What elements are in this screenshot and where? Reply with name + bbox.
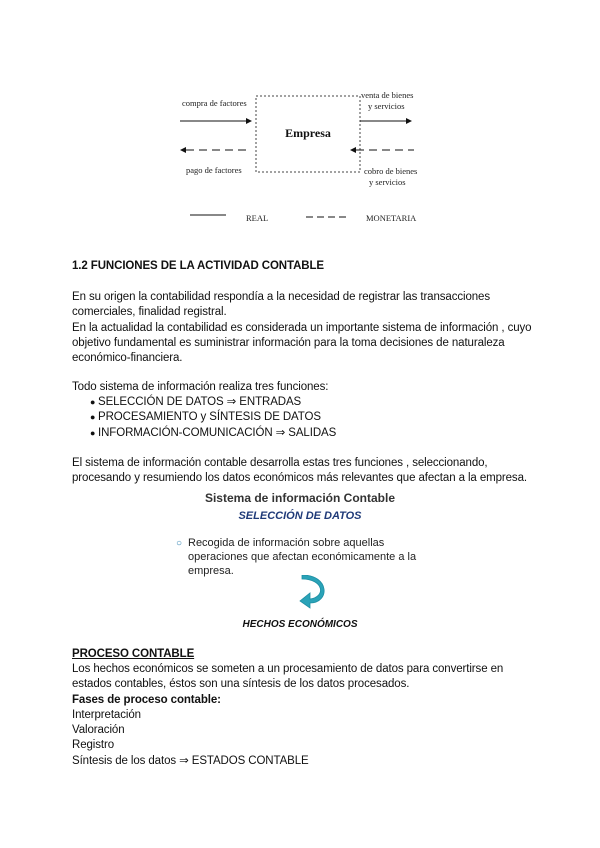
paragraph-funciones: Todo sistema de información realiza tres funciones: [72,381,329,393]
functions-list [72,395,542,441]
paragraph-sistema [72,456,552,487]
text-line: Los hechos económicos se someten a un procesamiento de datos para convertirse en [72,663,504,675]
venta-label-1: venta de bienes [361,90,414,100]
text-line: operaciones que afectan económicamente a la [188,551,417,563]
text-line: procesando y resumiendo los datos económicos más relevantes que afectan a la empresa. [72,472,527,485]
proceso-paragraph [72,662,552,769]
figure-title: Sistema de información Contable [204,491,396,505]
fases-heading: Fases de proceso contable: [72,693,221,706]
curved-arrow-icon [296,575,328,609]
paragraph-origen [72,290,542,366]
flow-diagram [170,88,430,228]
legend-real-label: REAL [246,213,269,223]
text-line: Recogida de información sobre aquellas [188,537,385,549]
compra-label: compra de factores [182,98,247,108]
text-line: estados contables, éstos son una síntesis de los datos procesados. [72,678,410,691]
text-line: empresa. [188,565,234,577]
legend-monetaria-label: MONETARIA [366,213,417,223]
list-item: ● SELECCIÓN DE DATOS ⇒ ENTRADAS [90,396,302,408]
list-item: Interpretación [72,708,141,721]
cobro-label-2: y servicios [369,177,406,187]
compra-arrow-head [246,118,252,124]
proceso-heading: PROCESO CONTABLE [72,648,195,660]
text-line: En la actualidad la contabilidad es considerada un importante sistema de información , cuyo [72,321,532,334]
empresa-label: Empresa [285,126,331,140]
venta-arrow-head [406,118,412,124]
figure-footer: HECHOS ECONÓMICOS [242,619,358,630]
list-item: ● INFORMACIÓN-COMUNICACIÓN ⇒ SALIDAS [90,426,337,439]
text-line: objetivo fundamental es suministrar información para la toma decisiones de naturaleza [72,336,505,349]
cobro-label-1: cobro de bienes [364,166,418,176]
pago-arrow-head [180,147,186,153]
list-item: Síntesis de los datos ⇒ ESTADOS CONTABLE [72,754,309,767]
section-heading: 1.2 FUNCIONES DE LA ACTIVIDAD CONTABLE [72,260,324,272]
figure-subtitle: SELECCIÓN DE DATOS [238,510,362,522]
list-item: Registro [72,739,115,752]
pago-label: pago de factores [186,165,242,175]
list-item: Valoración [72,724,125,737]
text-line: comerciales, finalidad registral. [72,306,227,319]
circle-bullet-icon: ○ [176,538,183,549]
list-item: ● PROCESAMIENTO y SÍNTESIS DE DATOS [90,411,321,424]
cobro-arrow-head [350,147,356,153]
figure-note [188,536,448,578]
text-line: El sistema de información contable desarrolla estas tres funciones , seleccionando, [72,457,488,469]
venta-label-2: y servicios [368,101,405,111]
text-line: económico-financiera. [72,352,183,365]
text-line: En su origen la contabilidad respondía a la necesidad de registrar las transacciones [72,291,490,303]
